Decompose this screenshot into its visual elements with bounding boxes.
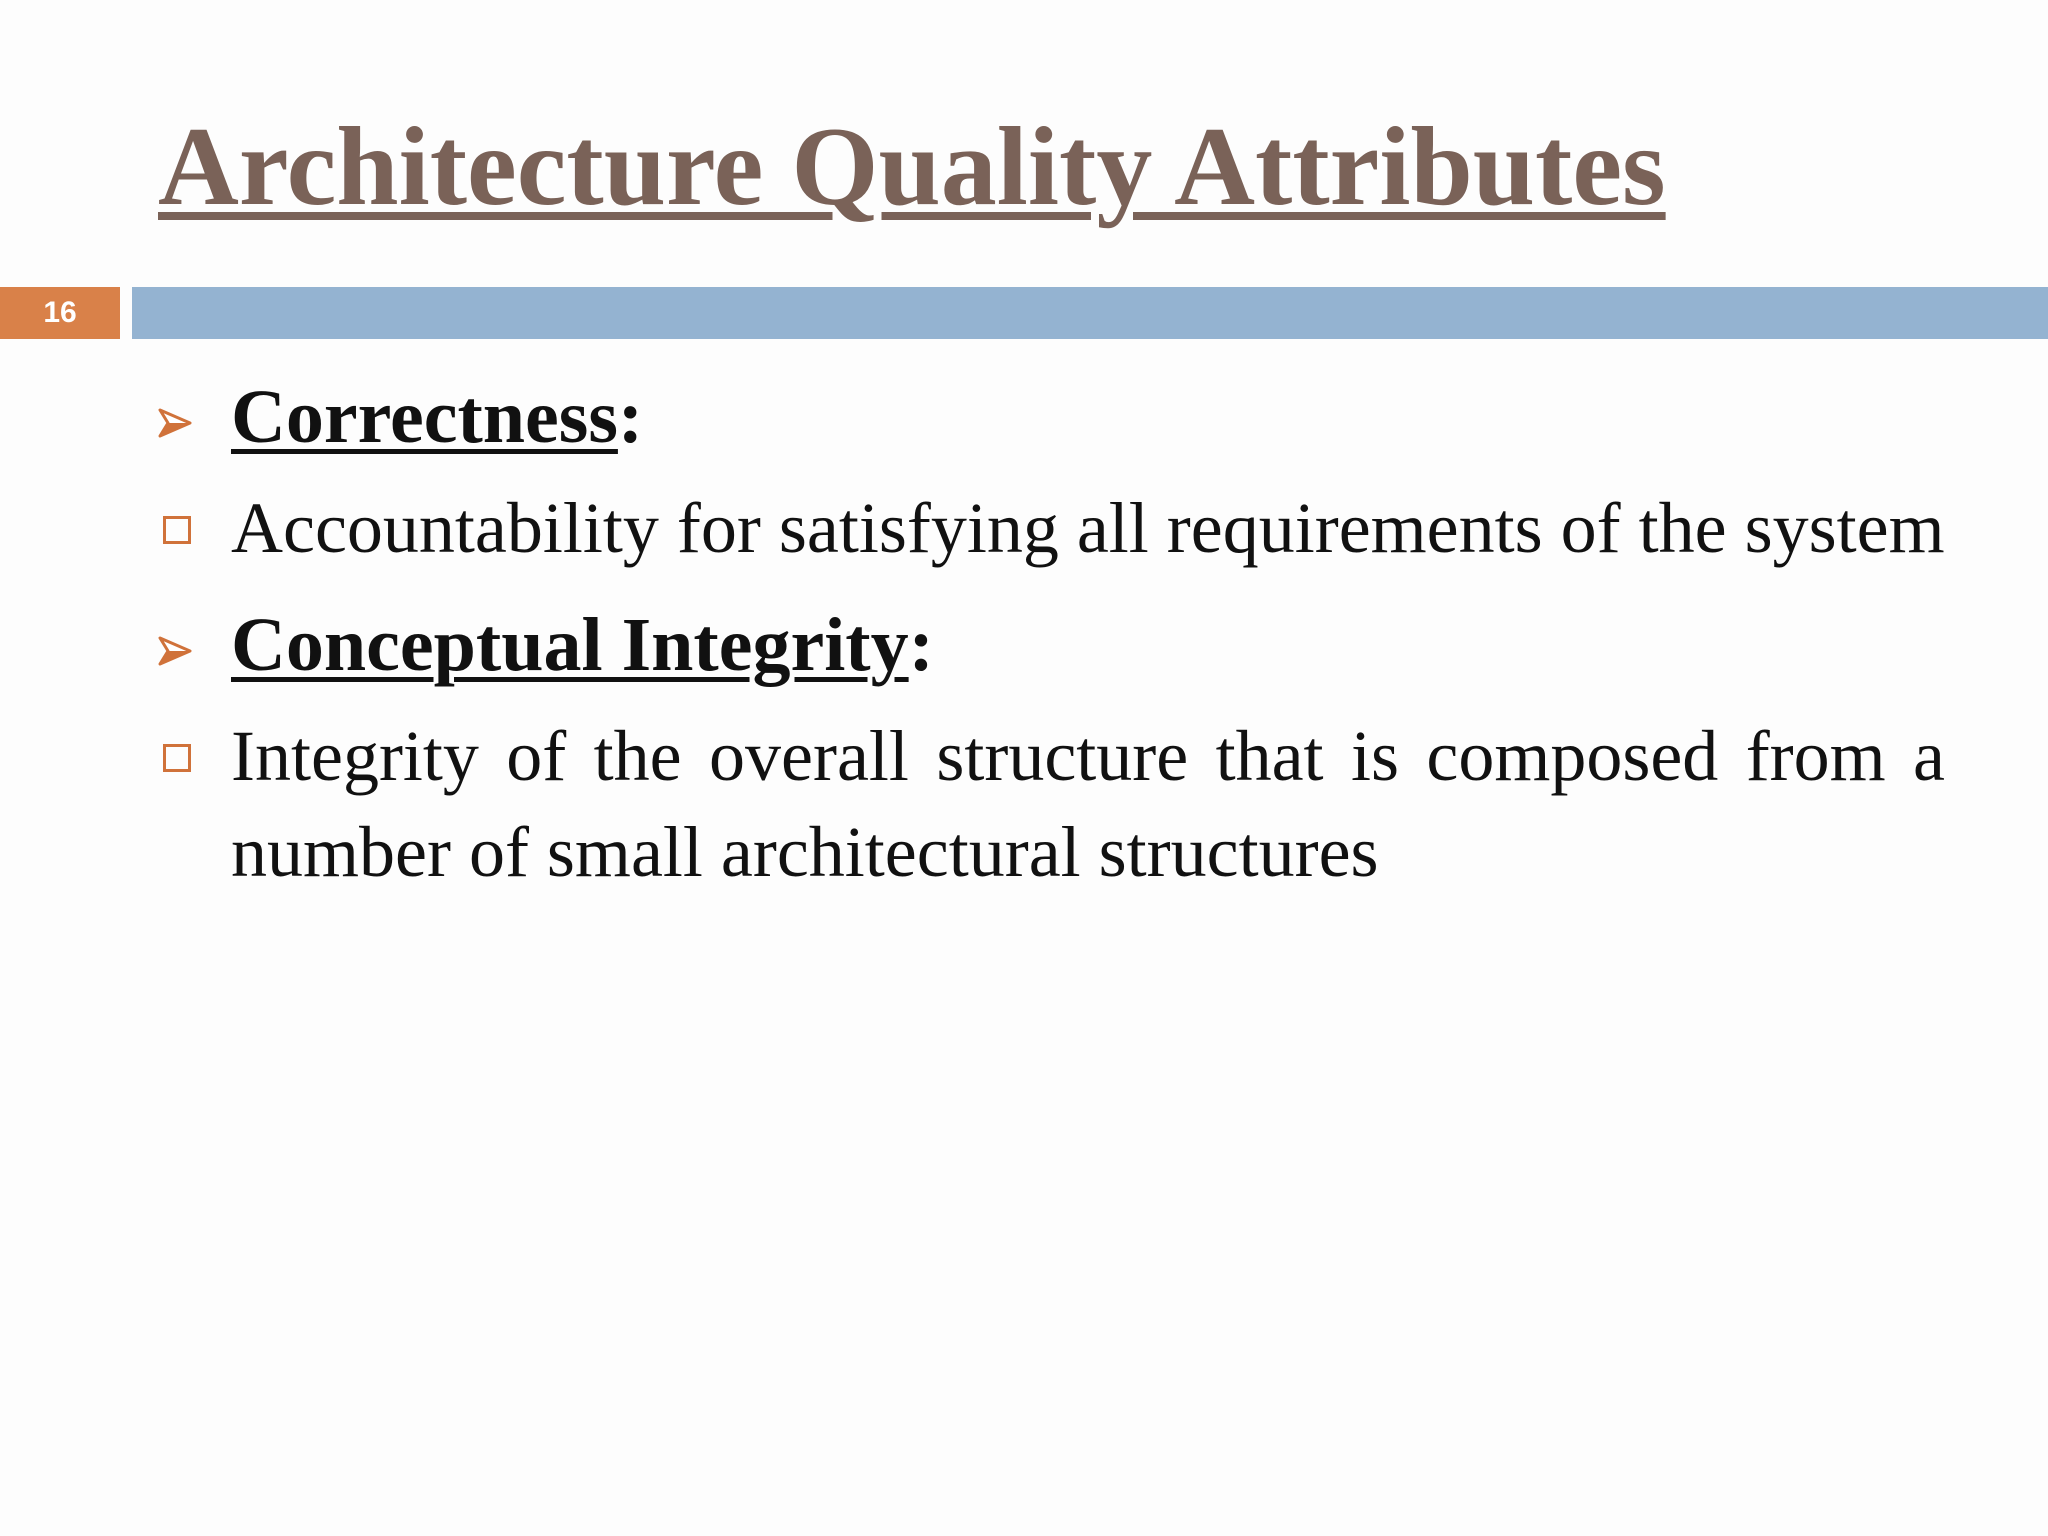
heading-colon: : bbox=[908, 603, 934, 687]
heading-label: Conceptual Integrity bbox=[231, 603, 909, 687]
accent-bar bbox=[132, 287, 2048, 339]
arrow-bullet-icon bbox=[158, 406, 192, 440]
body-text: Integrity of the overall structure that is composed from a number of small architectural structures bbox=[231, 716, 1945, 892]
list-item-heading-conceptual-integrity bbox=[155, 598, 1945, 692]
slide-number: 16 bbox=[0, 287, 120, 339]
list-item-body-correctness bbox=[155, 480, 1945, 576]
list-item-body-conceptual-integrity bbox=[155, 708, 1945, 900]
list-item-heading-correctness bbox=[155, 370, 1945, 464]
heading-colon: : bbox=[617, 375, 644, 459]
body-text: Accountability for satisfying all requirements of the system bbox=[231, 488, 1945, 568]
arrow-bullet-icon bbox=[158, 634, 192, 668]
heading-label: Correctness bbox=[231, 375, 618, 459]
square-bullet-icon bbox=[163, 516, 191, 544]
slide-content bbox=[155, 370, 1945, 922]
square-bullet-icon bbox=[163, 744, 191, 772]
slide-title: Architecture Quality Attributes bbox=[158, 105, 1666, 229]
